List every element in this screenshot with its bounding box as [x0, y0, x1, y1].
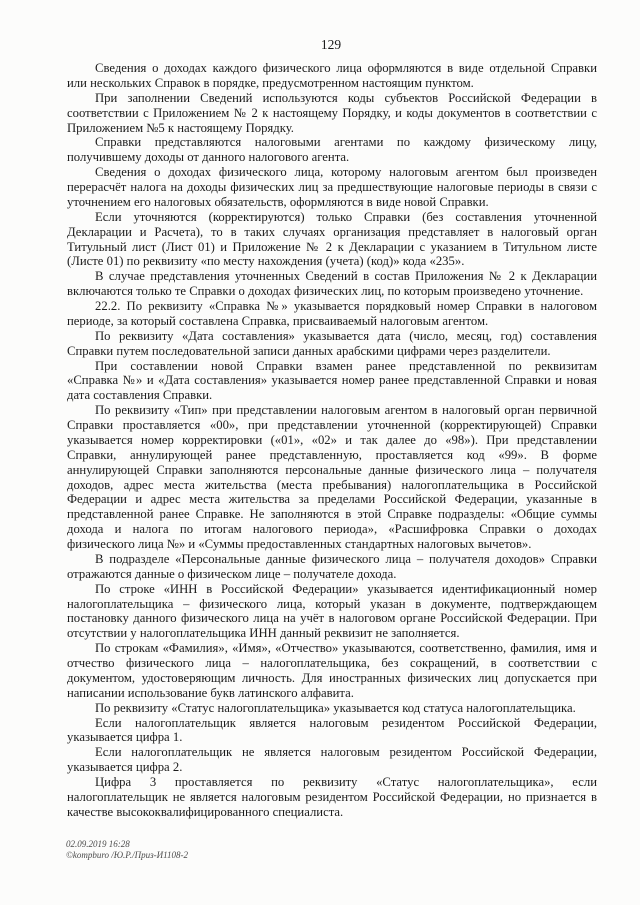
text-line: перерасчёт налога на доходы физических лиц за предшествующие налоговые периоды в связи с [67, 180, 597, 194]
text-line: получившему доходы от данного налогового агента. [67, 150, 350, 165]
text-line: отчество физического лица – налогоплательщика, без сокращений, в соответствии с [67, 656, 597, 670]
text-line: налогоплательщика – физического лица, который указан в документе, подтверждающем [67, 596, 597, 611]
text-line: Приложением №5 к настоящему Порядку. [67, 120, 294, 135]
text-line: Справки представляются налоговыми агентами по каждому физическому лицу, [95, 135, 597, 150]
text-line: Если налогоплательщик не является налоговым резидентом Российской Федерации, [95, 745, 597, 760]
text-line: 22.2. По реквизиту «Справка №» указывается порядковый номер Справки в налоговом [95, 299, 597, 313]
paragraph [67, 775, 597, 820]
text-line: Если налогоплательщик является налоговым резидентом Российской Федерации, [95, 715, 597, 730]
text-line: налогоплательщик не является налоговым резидентом Российской Федерации, но признается в [67, 789, 597, 804]
text-line: Федерации и адрес места жительства за пределами Российской Федерации, указанные в [67, 492, 597, 507]
text-line: качестве высококвалифицированного специалиста. [67, 804, 344, 819]
paragraph [67, 701, 597, 716]
text-line: постановку данного физического лица на учёт в налоговом органе Российской Федерации. При [67, 611, 597, 626]
page-number: 129 [320, 37, 342, 52]
text-line: (Листе 01) по реквизиту «по месту нахождения (учета) (код)» кода «235». [67, 254, 465, 269]
text-line: Сведения о доходах физического лица, которому налоговым агентом был произведен [95, 165, 597, 180]
text-line: При заполнении Сведений используются коды субъектов Российской Федерации в [95, 90, 597, 105]
paragraph [67, 135, 597, 165]
text-line: «Справка №» и «Дата составления» указывается номер ранее представленной Справки и новая [67, 373, 597, 388]
text-line: По реквизиту «Дата составления» указывается дата (число, месяц, год) составления [95, 328, 597, 343]
text-line: дохода и налога по итогам налогового периода», «Расшифровка Справки о доходах [67, 522, 597, 537]
paragraph [67, 269, 597, 299]
footer-file-reference: ©kompburo /Ю.Р./Приз-И1108-2 [66, 849, 188, 860]
text-line: По реквизиту «Статус налогоплательщика» указывается код статуса налогоплательщика. [95, 700, 576, 715]
text-line: доходов, адрес места жительства (места пребывания) налогоплательщика в Российской [67, 477, 597, 492]
text-line: В случае представления уточненных Сведений в состав Приложения № 2 к Декларации [95, 269, 597, 284]
paragraph [67, 61, 597, 91]
text-line: или нескольких Справок в порядке, предусмотренном настоящим пунктом. [67, 75, 474, 90]
text-line: написании использование букв латинского алфавита. [67, 685, 354, 700]
text-line: дата составления Справки. [67, 388, 213, 403]
text-line: Цифра 3 проставляется по реквизиту «Статус налогоплательщика», если [95, 775, 597, 789]
text-line: Сведения о доходах каждого физического лица оформляются в виде отдельной Справки [95, 61, 597, 75]
text-line: В подразделе «Персональные данные физического лица – получателя доходов» Справки [95, 551, 597, 566]
text-line: уточнением его налоговых обязательств, оформляются в виде новой Справки. [67, 194, 489, 209]
paragraph [67, 165, 597, 210]
text-line: указывается цифра 2. [67, 760, 183, 775]
paragraph [67, 582, 597, 642]
text-line: Справки путем последовательной записи данных арабскими цифрами через разделители. [67, 343, 551, 358]
text-line: включаются только те Справки о доходах физических лиц, по которым произведено уточнение. [67, 284, 584, 299]
text-line: Справки проставляется «00», при представлении уточненной (корректирующей) Справки [67, 418, 597, 432]
document-body [67, 61, 597, 820]
text-line: По реквизиту «Тип» при представлении налоговым агентом в налоговый орган первичной [95, 403, 597, 418]
text-line: указывается номер корректировки («01», «02» и так далее до «98»). При представлении [67, 432, 597, 447]
paragraph [67, 329, 597, 359]
paragraph [67, 552, 597, 582]
text-line: По строкам «Фамилия», «Имя», «Отчество» указываются, соответственно, фамилия, имя и [95, 641, 597, 656]
text-line: Справки, аннулирующей ранее представленную, проставляется код «99». В форме [67, 447, 597, 462]
text-line: физического лица №» и «Суммы предоставленных стандартных налоговых вычетов». [67, 537, 532, 551]
paragraph [67, 403, 597, 552]
text-line: При составлении новой Справки взамен ранее представленной по реквизитам [95, 358, 597, 373]
text-line: периоде, за который составлена Справка, присваиваемый налоговым агентом. [67, 313, 489, 328]
page-footer [66, 839, 188, 860]
paragraph [67, 91, 597, 136]
text-line: соответствии с Приложением № 2 к настоящему Порядку, и коды документов в соответствии с [67, 105, 597, 120]
text-line: отражаются данные о физическом лице – получателе дохода. [67, 566, 397, 581]
text-line: представленной ранее Справке. Не заполняются в этой Справке подразделы: «Общие суммы [67, 507, 597, 522]
footer-timestamp: 02.09.2019 16:28 [66, 839, 130, 849]
text-line: По строке «ИНН в Российской Федерации» указывается идентификационный номер [95, 581, 597, 596]
paragraph [67, 641, 597, 701]
paragraph [67, 745, 597, 775]
text-line: указывается цифра 1. [67, 730, 183, 745]
paragraph [67, 359, 597, 404]
paragraph [67, 210, 597, 270]
paragraph [67, 716, 597, 746]
section-22-2-paragraph [67, 299, 597, 329]
text-line: Титульный лист (Лист 01) и Приложение № 2 к Декларации с указанием в Титульном листе [67, 239, 597, 254]
text-line: отсутствии у налогоплательщика ИНН данный реквизит не заполняется. [67, 626, 460, 641]
text-line: аннулирующей Справки заполняются персональные данные физического лица – получателя [67, 462, 597, 477]
text-line: Если уточняются (корректируются) только Справки (без составления уточненной [95, 209, 597, 224]
text-line: документом, удостоверяющим личность. Для иностранных физических лиц допускается при [67, 670, 597, 685]
text-line: Декларации и Расчета), то в таких случаях организация представляет в налоговый орган [67, 224, 597, 239]
